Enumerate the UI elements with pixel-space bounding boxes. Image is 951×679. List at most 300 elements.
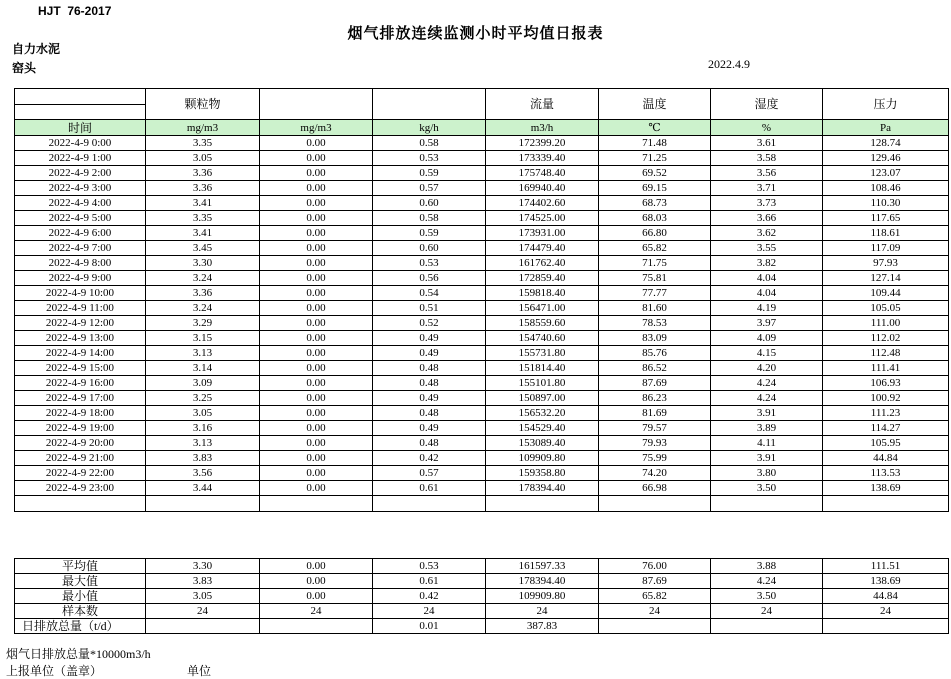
cell: 117.09: [823, 241, 949, 256]
cell: 3.89: [711, 421, 823, 436]
hourly-data-rows: [15, 136, 949, 496]
cell: 113.53: [823, 466, 949, 481]
cell: 109909.80: [486, 589, 599, 604]
cell: 159358.80: [486, 466, 599, 481]
cell: 3.80: [711, 466, 823, 481]
cell: 4.20: [711, 361, 823, 376]
cell: 0.01: [373, 619, 486, 634]
row-label: 2022-4-9 5:00: [15, 211, 146, 226]
row-label: 最小值: [15, 589, 146, 604]
cell: 172399.20: [486, 136, 599, 151]
row-label: 2022-4-9 8:00: [15, 256, 146, 271]
cell: 3.56: [711, 166, 823, 181]
cell: 173931.00: [486, 226, 599, 241]
cell: 3.29: [146, 316, 260, 331]
cell: 3.13: [146, 346, 260, 361]
cell: 3.14: [146, 361, 260, 376]
table-row: [15, 451, 949, 466]
cell: 3.91: [711, 406, 823, 421]
cell: 3.66: [711, 211, 823, 226]
cell: 0.00: [260, 211, 373, 226]
cell: 123.07: [823, 166, 949, 181]
cell: 3.55: [711, 241, 823, 256]
cell: 0.57: [373, 181, 486, 196]
cell: 3.73: [711, 196, 823, 211]
cell: [823, 619, 949, 634]
cell: 3.13: [146, 436, 260, 451]
cell: 24: [599, 604, 711, 619]
cell: 0.00: [260, 166, 373, 181]
cell: 75.81: [599, 271, 711, 286]
row-label: 平均值: [15, 559, 146, 574]
footer-unit-label: 单位: [187, 664, 212, 678]
cell: 138.69: [823, 574, 949, 589]
cell: 0.42: [373, 589, 486, 604]
cell: 0.00: [260, 256, 373, 271]
cell: 0.00: [260, 559, 373, 574]
row-label: 2022-4-9 0:00: [15, 136, 146, 151]
cell: 0.00: [260, 301, 373, 316]
unit-header-row: [15, 120, 949, 136]
cell: 3.25: [146, 391, 260, 406]
table-row: [15, 421, 949, 436]
cell: 71.48: [599, 136, 711, 151]
cell: 0.54: [373, 286, 486, 301]
split-cell-bottom: [15, 105, 145, 120]
table-row: [15, 331, 949, 346]
cell: 97.93: [823, 256, 949, 271]
cell: 0.58: [373, 136, 486, 151]
header-empty-1: [260, 89, 373, 120]
row-label: 2022-4-9 11:00: [15, 301, 146, 316]
cell: 3.83: [146, 451, 260, 466]
row-label: 2022-4-9 1:00: [15, 151, 146, 166]
table-header: [15, 89, 949, 136]
cell: 110.30: [823, 196, 949, 211]
row-label: 2022-4-9 19:00: [15, 421, 146, 436]
cell: 111.23: [823, 406, 949, 421]
empty-cell: [146, 496, 260, 512]
cell: 0.59: [373, 226, 486, 241]
cell: 0.00: [260, 574, 373, 589]
cell: 3.16: [146, 421, 260, 436]
cell: 4.04: [711, 271, 823, 286]
cell: 0.00: [260, 361, 373, 376]
company-name: 自力水泥: [12, 42, 61, 56]
cell: 150897.00: [486, 391, 599, 406]
footer-total-note: 烟气日排放总量*10000m3/h: [6, 647, 151, 661]
cell: 4.15: [711, 346, 823, 361]
cell: 175748.40: [486, 166, 599, 181]
cell: 3.09: [146, 376, 260, 391]
cell: 0.49: [373, 421, 486, 436]
cell: 0.00: [260, 136, 373, 151]
cell: 109909.80: [486, 451, 599, 466]
cell: 100.92: [823, 391, 949, 406]
cell: 0.53: [373, 559, 486, 574]
table-row: [15, 346, 949, 361]
table-row: [15, 196, 949, 211]
table-row: [15, 436, 949, 451]
cell: 68.03: [599, 211, 711, 226]
row-label: 2022-4-9 7:00: [15, 241, 146, 256]
footer-report-unit-label: 上报单位（盖章）: [6, 664, 103, 678]
cell: 3.82: [711, 256, 823, 271]
cell: 24: [260, 604, 373, 619]
cell: 24: [711, 604, 823, 619]
cell: 151814.40: [486, 361, 599, 376]
cell: 173339.40: [486, 151, 599, 166]
cell: 0.00: [260, 406, 373, 421]
row-label: 2022-4-9 21:00: [15, 451, 146, 466]
cell: 109.44: [823, 286, 949, 301]
cell: 85.76: [599, 346, 711, 361]
cell: 75.99: [599, 451, 711, 466]
cell: 24: [486, 604, 599, 619]
cell: 76.00: [599, 559, 711, 574]
table-row: [15, 271, 949, 286]
table-row: [15, 361, 949, 376]
cell: 24: [146, 604, 260, 619]
cell: 112.02: [823, 331, 949, 346]
table-row: [15, 211, 949, 226]
table-row: [15, 574, 949, 589]
cell: 87.69: [599, 376, 711, 391]
cell: 3.05: [146, 151, 260, 166]
cell: 4.24: [711, 574, 823, 589]
cell: 3.88: [711, 559, 823, 574]
cell: 0.51: [373, 301, 486, 316]
cell: 24: [373, 604, 486, 619]
cell: 0.61: [373, 574, 486, 589]
table-row: [15, 604, 949, 619]
cell: 3.35: [146, 136, 260, 151]
cell: 44.84: [823, 589, 949, 604]
cell: 0.00: [260, 376, 373, 391]
table-row: [15, 619, 949, 634]
row-label: 2022-4-9 18:00: [15, 406, 146, 421]
cell: 114.27: [823, 421, 949, 436]
empty-cell: [373, 496, 486, 512]
empty-cell: [711, 496, 823, 512]
table-row: [15, 241, 949, 256]
cell: 0.49: [373, 331, 486, 346]
cell: 0.00: [260, 466, 373, 481]
cell: 153089.40: [486, 436, 599, 451]
header-particulate: 颗粒物: [146, 89, 260, 120]
cell: 0.57: [373, 466, 486, 481]
row-label: 最大值: [15, 574, 146, 589]
cell: 0.00: [260, 286, 373, 301]
row-label: 2022-4-9 3:00: [15, 181, 146, 196]
cell: 155731.80: [486, 346, 599, 361]
row-label: 日排放总量（t/d）: [15, 619, 146, 634]
cell: 3.24: [146, 301, 260, 316]
cell: 3.97: [711, 316, 823, 331]
cell: 138.69: [823, 481, 949, 496]
cell: 81.60: [599, 301, 711, 316]
cell: 156532.20: [486, 406, 599, 421]
cell: 112.48: [823, 346, 949, 361]
empty-separator-row: [15, 496, 949, 512]
cell: 118.61: [823, 226, 949, 241]
cell: 71.75: [599, 256, 711, 271]
unit-time: 时间: [15, 120, 146, 136]
cell: 0.00: [260, 181, 373, 196]
header-pressure: 压力: [823, 89, 949, 120]
cell: 68.73: [599, 196, 711, 211]
split-cell-inner: [15, 89, 145, 119]
cell: 69.52: [599, 166, 711, 181]
cell: 0.59: [373, 166, 486, 181]
cell: 3.36: [146, 286, 260, 301]
empty-cell: [260, 496, 373, 512]
row-label: 2022-4-9 10:00: [15, 286, 146, 301]
header-temperature: 温度: [599, 89, 711, 120]
cell: 0.48: [373, 406, 486, 421]
cell: 3.30: [146, 256, 260, 271]
cell: 106.93: [823, 376, 949, 391]
cell: 156471.00: [486, 301, 599, 316]
cell: 174525.00: [486, 211, 599, 226]
cell: 0.49: [373, 391, 486, 406]
cell: 111.51: [823, 559, 949, 574]
cell: 154740.60: [486, 331, 599, 346]
cell: 4.24: [711, 376, 823, 391]
cell: 0.00: [260, 421, 373, 436]
cell: 87.69: [599, 574, 711, 589]
cell: 65.82: [599, 589, 711, 604]
row-label: 2022-4-9 9:00: [15, 271, 146, 286]
unit-mgm3-2: mg/m3: [260, 120, 373, 136]
table-row: [15, 559, 949, 574]
report-table: [14, 88, 949, 512]
monitoring-point: 窑头: [12, 61, 37, 75]
cell: 4.24: [711, 391, 823, 406]
cell: 0.00: [260, 346, 373, 361]
empty-cell: [486, 496, 599, 512]
cell: 111.41: [823, 361, 949, 376]
cell: 178394.40: [486, 481, 599, 496]
cell: 3.30: [146, 559, 260, 574]
table-row: [15, 376, 949, 391]
cell: 3.83: [146, 574, 260, 589]
cell: 79.93: [599, 436, 711, 451]
cell: 3.44: [146, 481, 260, 496]
table-row: [15, 466, 949, 481]
table-row: [15, 316, 949, 331]
pollutant-header-row: [15, 89, 949, 120]
cell: 3.41: [146, 196, 260, 211]
cell: 3.71: [711, 181, 823, 196]
cell: 66.98: [599, 481, 711, 496]
cell: 111.00: [823, 316, 949, 331]
cell: 155101.80: [486, 376, 599, 391]
table-row: [15, 406, 949, 421]
cell: 78.53: [599, 316, 711, 331]
row-label: 2022-4-9 14:00: [15, 346, 146, 361]
report-title: 烟气排放连续监测小时平均值日报表: [347, 25, 604, 42]
cell: 3.56: [146, 466, 260, 481]
cell: 172859.40: [486, 271, 599, 286]
row-label: 2022-4-9 13:00: [15, 331, 146, 346]
row-label: 样本数: [15, 604, 146, 619]
cell: 3.24: [146, 271, 260, 286]
cell: 0.48: [373, 376, 486, 391]
unit-mgm3-1: mg/m3: [146, 120, 260, 136]
cell: 65.82: [599, 241, 711, 256]
cell: 0.60: [373, 196, 486, 211]
row-label: 2022-4-9 20:00: [15, 436, 146, 451]
cell: 159818.40: [486, 286, 599, 301]
cell: 3.35: [146, 211, 260, 226]
cell: 0.48: [373, 361, 486, 376]
cell: 127.14: [823, 271, 949, 286]
unit-percent: %: [711, 120, 823, 136]
cell: 3.61: [711, 136, 823, 151]
cell: 178394.40: [486, 574, 599, 589]
empty-cell: [823, 496, 949, 512]
cell: 24: [823, 604, 949, 619]
summary-table: [14, 558, 949, 634]
cell: 154529.40: [486, 421, 599, 436]
table-row: [15, 301, 949, 316]
row-label: 2022-4-9 22:00: [15, 466, 146, 481]
table-row: [15, 286, 949, 301]
cell: 3.45: [146, 241, 260, 256]
cell: 69.15: [599, 181, 711, 196]
cell: 0.00: [260, 271, 373, 286]
cell: 0.00: [260, 316, 373, 331]
cell: 0.60: [373, 241, 486, 256]
row-label: 2022-4-9 17:00: [15, 391, 146, 406]
cell: 0.00: [260, 451, 373, 466]
row-label: 2022-4-9 23:00: [15, 481, 146, 496]
cell: 86.23: [599, 391, 711, 406]
cell: 3.50: [711, 589, 823, 604]
cell: 0.00: [260, 391, 373, 406]
separator-section: [15, 496, 949, 512]
report-date: 2022.4.9: [708, 57, 750, 71]
table-row: [15, 481, 949, 496]
unit-kgh: kg/h: [373, 120, 486, 136]
cell: 174402.60: [486, 196, 599, 211]
cell: 74.20: [599, 466, 711, 481]
cell: 0.52: [373, 316, 486, 331]
cell: 0.61: [373, 481, 486, 496]
cell: 117.65: [823, 211, 949, 226]
cell: 79.57: [599, 421, 711, 436]
row-label: 2022-4-9 6:00: [15, 226, 146, 241]
cell: 3.05: [146, 589, 260, 604]
table-row: [15, 391, 949, 406]
table-row: [15, 151, 949, 166]
unit-celsius: ℃: [599, 120, 711, 136]
cell: 3.62: [711, 226, 823, 241]
cell: 129.46: [823, 151, 949, 166]
cell: 3.36: [146, 181, 260, 196]
unit-m3h: m3/h: [486, 120, 599, 136]
table-row: [15, 181, 949, 196]
cell: 0.56: [373, 271, 486, 286]
row-label: 2022-4-9 15:00: [15, 361, 146, 376]
header-empty-2: [373, 89, 486, 120]
cell: 0.42: [373, 451, 486, 466]
cell: 0.00: [260, 331, 373, 346]
cell: 71.25: [599, 151, 711, 166]
row-label: 2022-4-9 2:00: [15, 166, 146, 181]
cell: 0.00: [260, 589, 373, 604]
summary-rows: [15, 559, 949, 634]
cell: 105.05: [823, 301, 949, 316]
cell: 0.48: [373, 436, 486, 451]
cell: 3.05: [146, 406, 260, 421]
table-row: [15, 256, 949, 271]
cell: 174479.40: [486, 241, 599, 256]
cell: 0.00: [260, 196, 373, 211]
cell: 128.74: [823, 136, 949, 151]
table-row: [15, 589, 949, 604]
cell: 4.19: [711, 301, 823, 316]
cell: 105.95: [823, 436, 949, 451]
cell: 4.11: [711, 436, 823, 451]
cell: 0.00: [260, 241, 373, 256]
cell: [146, 619, 260, 634]
cell: 3.36: [146, 166, 260, 181]
row-label: 2022-4-9 16:00: [15, 376, 146, 391]
cell: 77.77: [599, 286, 711, 301]
cell: 3.50: [711, 481, 823, 496]
cell: 0.53: [373, 151, 486, 166]
empty-cell: [15, 496, 146, 512]
cell: 0.53: [373, 256, 486, 271]
table-row: [15, 166, 949, 181]
cell: 81.69: [599, 406, 711, 421]
time-header-split-cell: [15, 89, 146, 120]
header-humidity: 湿度: [711, 89, 823, 120]
cell: 0.00: [260, 481, 373, 496]
cell: 3.91: [711, 451, 823, 466]
cell: 3.15: [146, 331, 260, 346]
cell: 3.41: [146, 226, 260, 241]
cell: 4.04: [711, 286, 823, 301]
cell: [599, 619, 711, 634]
cell: [260, 619, 373, 634]
cell: [711, 619, 823, 634]
cell: 3.58: [711, 151, 823, 166]
cell: 387.83: [486, 619, 599, 634]
cell: 0.49: [373, 346, 486, 361]
header-flow: 流量: [486, 89, 599, 120]
table-row: [15, 136, 949, 151]
cell: 0.00: [260, 226, 373, 241]
cell: 108.46: [823, 181, 949, 196]
unit-pa: Pa: [823, 120, 949, 136]
cell: 0.58: [373, 211, 486, 226]
cell: 158559.60: [486, 316, 599, 331]
cell: 161597.33: [486, 559, 599, 574]
cell: 4.09: [711, 331, 823, 346]
empty-cell: [599, 496, 711, 512]
split-cell-top: [15, 89, 145, 105]
row-label: 2022-4-9 12:00: [15, 316, 146, 331]
table-row: [15, 226, 949, 241]
cell: 169940.40: [486, 181, 599, 196]
cell: 44.84: [823, 451, 949, 466]
cell: 66.80: [599, 226, 711, 241]
cell: 86.52: [599, 361, 711, 376]
cell: 161762.40: [486, 256, 599, 271]
